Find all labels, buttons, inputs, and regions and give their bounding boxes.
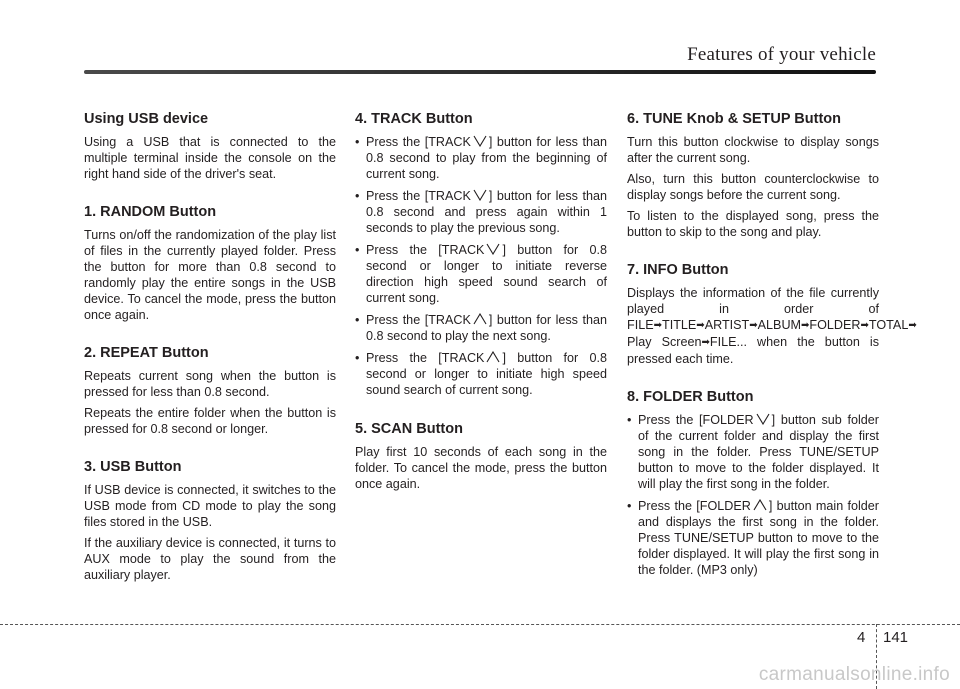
- chevron-down-icon: [473, 189, 487, 201]
- section-title-using-usb: Using USB device: [84, 111, 209, 127]
- watermark: carmanualsonline.info: [758, 664, 950, 685]
- section-title-scan: 5. SCAN Button: [355, 421, 463, 437]
- section-title-random: 1. RANDOM Button: [84, 204, 217, 220]
- paragraph-tune-1: Turn this button clockwise to display songs after the current song.: [627, 135, 879, 165]
- page-header-title: Features of your vehicle: [687, 44, 876, 65]
- paragraph-tune-3: To listen to the displayed song, press the button to skip to the song and play.: [627, 209, 879, 239]
- chevron-down-icon: [756, 413, 770, 425]
- section-title-folder: 8. FOLDER Button: [627, 389, 754, 405]
- paragraph-using-usb: Using a USB that is connected to the multiple terminal inside the console on the right hand side of the driver's seat.: [84, 135, 336, 181]
- paragraph-tune-2: Also, turn this button counterclockwise to display songs before the current song.: [627, 172, 879, 202]
- list-item: • Press the [TRACK ] button for less than 0.8 second to play the next song.: [355, 312, 607, 344]
- column-2: [355, 110, 607, 497]
- paragraph-usb-1: If USB device is connected, it switches to the USB mode from CD mode to play the song files stored in the USB.: [84, 483, 336, 529]
- paragraph-repeat-1: Repeats current song when the button is pressed for less than 0.8 second.: [84, 369, 336, 399]
- arrow-right-icon: ➡: [653, 320, 662, 331]
- paragraph-repeat-2: Repeats the entire folder when the button is pressed for 0.8 second or longer.: [84, 406, 336, 436]
- section-title-track: 4. TRACK Button: [355, 111, 473, 127]
- column-3: [627, 110, 917, 584]
- list-item: • Press the [TRACK ] button for 0.8 second or longer to initiate high speed sound search of current song.: [355, 350, 607, 398]
- header-rule: [84, 70, 876, 74]
- arrow-right-icon: ➡: [860, 320, 869, 331]
- track-bullet-list: [355, 134, 607, 398]
- page-number: 141: [883, 629, 909, 646]
- chevron-down-icon: [486, 243, 500, 255]
- arrow-right-icon: ➡: [696, 320, 705, 331]
- footer-rule: [0, 624, 960, 625]
- section-title-tune-setup: 6. TUNE Knob & SETUP Button: [627, 111, 842, 127]
- paragraph-info: Displays the information of the file currently played in order of FILE➡TITLE➡ARTIST➡ALBUM➡FOLDER➡TOTAL➡ Play Screen➡FILE... when the button is pressed each time.: [627, 286, 917, 366]
- paragraph-usb-2: If the auxiliary device is connected, it turns to AUX mode to play the sound from the auxiliary player.: [84, 536, 336, 582]
- paragraph-scan: Play first 10 seconds of each song in the folder. To cancel the mode, press the button once again.: [355, 445, 607, 491]
- arrow-right-icon: ➡: [801, 320, 810, 331]
- list-item: • Press the [TRACK ] button for less than 0.8 second to play from the beginning of current song.: [355, 134, 607, 182]
- folder-bullet-list: [627, 412, 879, 578]
- section-title-info: 7. INFO Button: [627, 262, 729, 278]
- list-item: • Press the [TRACK ] button for 0.8 second or longer to initiate reverse direction high speed sound search of current song.: [355, 242, 607, 306]
- list-item: • Press the [FOLDER ] button main folder and displays the first song in the folder. Press TUNE/SETUP button to move to the folder displayed. It will play the first song in the folder. (MP3 only): [627, 498, 879, 578]
- list-item: • Press the [TRACK ] button for less than 0.8 second and press again within 1 seconds to play the previous song.: [355, 188, 607, 236]
- arrow-right-icon: ➡: [908, 320, 917, 331]
- section-title-repeat: 2. REPEAT Button: [84, 345, 209, 361]
- chevron-up-icon: [753, 499, 767, 511]
- chevron-up-icon: [486, 351, 500, 363]
- arrow-right-icon: ➡: [701, 337, 710, 348]
- list-item: • Press the [FOLDER ] button sub folder of the current folder and display the first song in the folder. Press TUNE/SETUP button to move to the folder displayed. It will play the first song in the folder.: [627, 412, 879, 492]
- chevron-down-icon: [473, 135, 487, 147]
- chevron-up-icon: [473, 313, 487, 325]
- paragraph-random: Turns on/off the randomization of the play list of files in the currently played folder. Press the button for more than 0.8 second to randomly play the entire songs in the USB device. To cancel the mode, press the button once again.: [84, 228, 336, 322]
- arrow-right-icon: ➡: [749, 320, 758, 331]
- section-title-usb: 3. USB Button: [84, 459, 182, 475]
- chapter-number: 4: [857, 629, 866, 646]
- column-1: [84, 110, 336, 588]
